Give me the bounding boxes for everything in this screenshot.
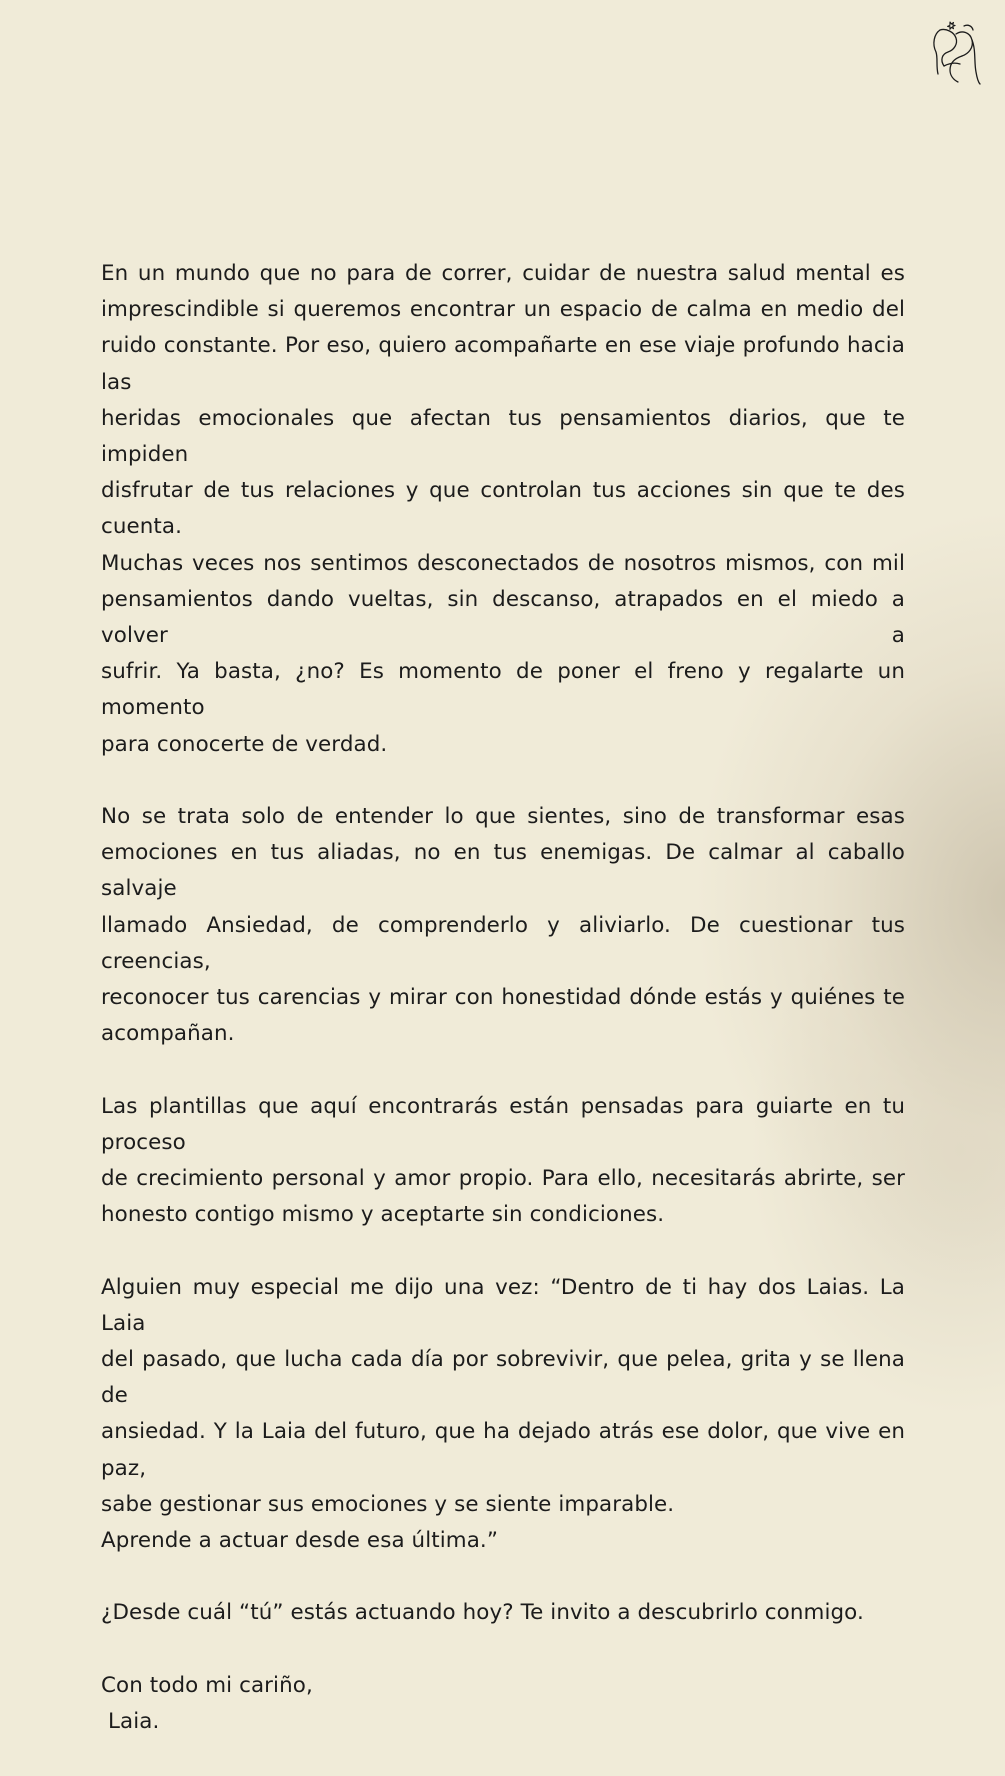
text-line: No se trata solo de entender lo que sientes, sino de transformar esas [101, 804, 905, 830]
signature: Laia. [108, 1709, 160, 1735]
paragraph-question [101, 1595, 905, 1631]
text-line: Las plantillas que aquí encontrarás están pensadas para guiarte en tu proceso [101, 1093, 905, 1155]
text-line: En un mundo que no para de correr, cuidar de nuestra salud mental es [101, 261, 905, 286]
text-line: ruido constante. Por eso, quiero acompañarte en ese viaje profundo hacia las [101, 333, 905, 395]
text-line: Muchas veces nos sentimos desconectados de nosotros mismos, con mil [101, 550, 905, 576]
paragraph-intro [101, 256, 905, 763]
text-line: del pasado, que lucha cada día por sobrevivir, que pelea, grita y se llena de [101, 1347, 905, 1409]
closing-text: Con todo mi cariño, [101, 1672, 313, 1698]
text-line: honesto contigo mismo y aceptarte sin condiciones. [101, 1202, 665, 1228]
closing-block [101, 1668, 905, 1740]
text-line: sabe gestionar sus emociones y se siente imparable. [101, 1491, 675, 1517]
text-line: ¿Desde cuál “tú” estás actuando hoy? Te invito a descubrirlo conmigo. [101, 1600, 864, 1626]
text-line: Aprende a actuar desde esa última.” [101, 1528, 499, 1554]
text-line: sufrir. Ya basta, ¿no? Es momento de poner el freno y regalarte un momento [101, 659, 905, 721]
text-line: emociones en tus aliadas, no en tus enemigas. De calmar al caballo salvaje [101, 840, 905, 902]
paragraph-quote [101, 1270, 905, 1560]
hug-line-art-icon [928, 16, 984, 86]
text-line: para conocerte de verdad. [101, 731, 388, 757]
text-line: reconocer tus carencias y mirar con honestidad dónde estás y quiénes te [101, 985, 905, 1011]
letter-body [101, 256, 905, 1776]
text-line: llamado Ansiedad, de comprenderlo y aliviarlo. De cuestionar tus creencias, [101, 912, 905, 974]
text-line: ansiedad. Y la Laia del futuro, que ha dejado atrás ese dolor, que vive en paz, [101, 1419, 905, 1481]
text-line: de crecimiento personal y amor propio. Para ello, necesitarás abrirte, ser [101, 1166, 905, 1192]
text-line: Alguien muy especial me dijo una vez: “Dentro de ti hay dos Laias. La Laia [101, 1274, 905, 1336]
text-line: heridas emocionales que afectan tus pensamientos diarios, que te impiden [101, 405, 905, 468]
text-line: disfrutar de tus relaciones y que controlan tus acciones sin que te des cuenta. [101, 478, 905, 540]
paragraph-transform [101, 799, 905, 1052]
text-line: pensamientos dando vueltas, sin descanso, atrapados en el miedo a volver a [101, 586, 905, 649]
text-line: imprescindible si queremos encontrar un espacio de calma en medio del [101, 297, 905, 323]
text-line: acompañan. [101, 1021, 235, 1047]
paragraph-templates [101, 1089, 905, 1234]
